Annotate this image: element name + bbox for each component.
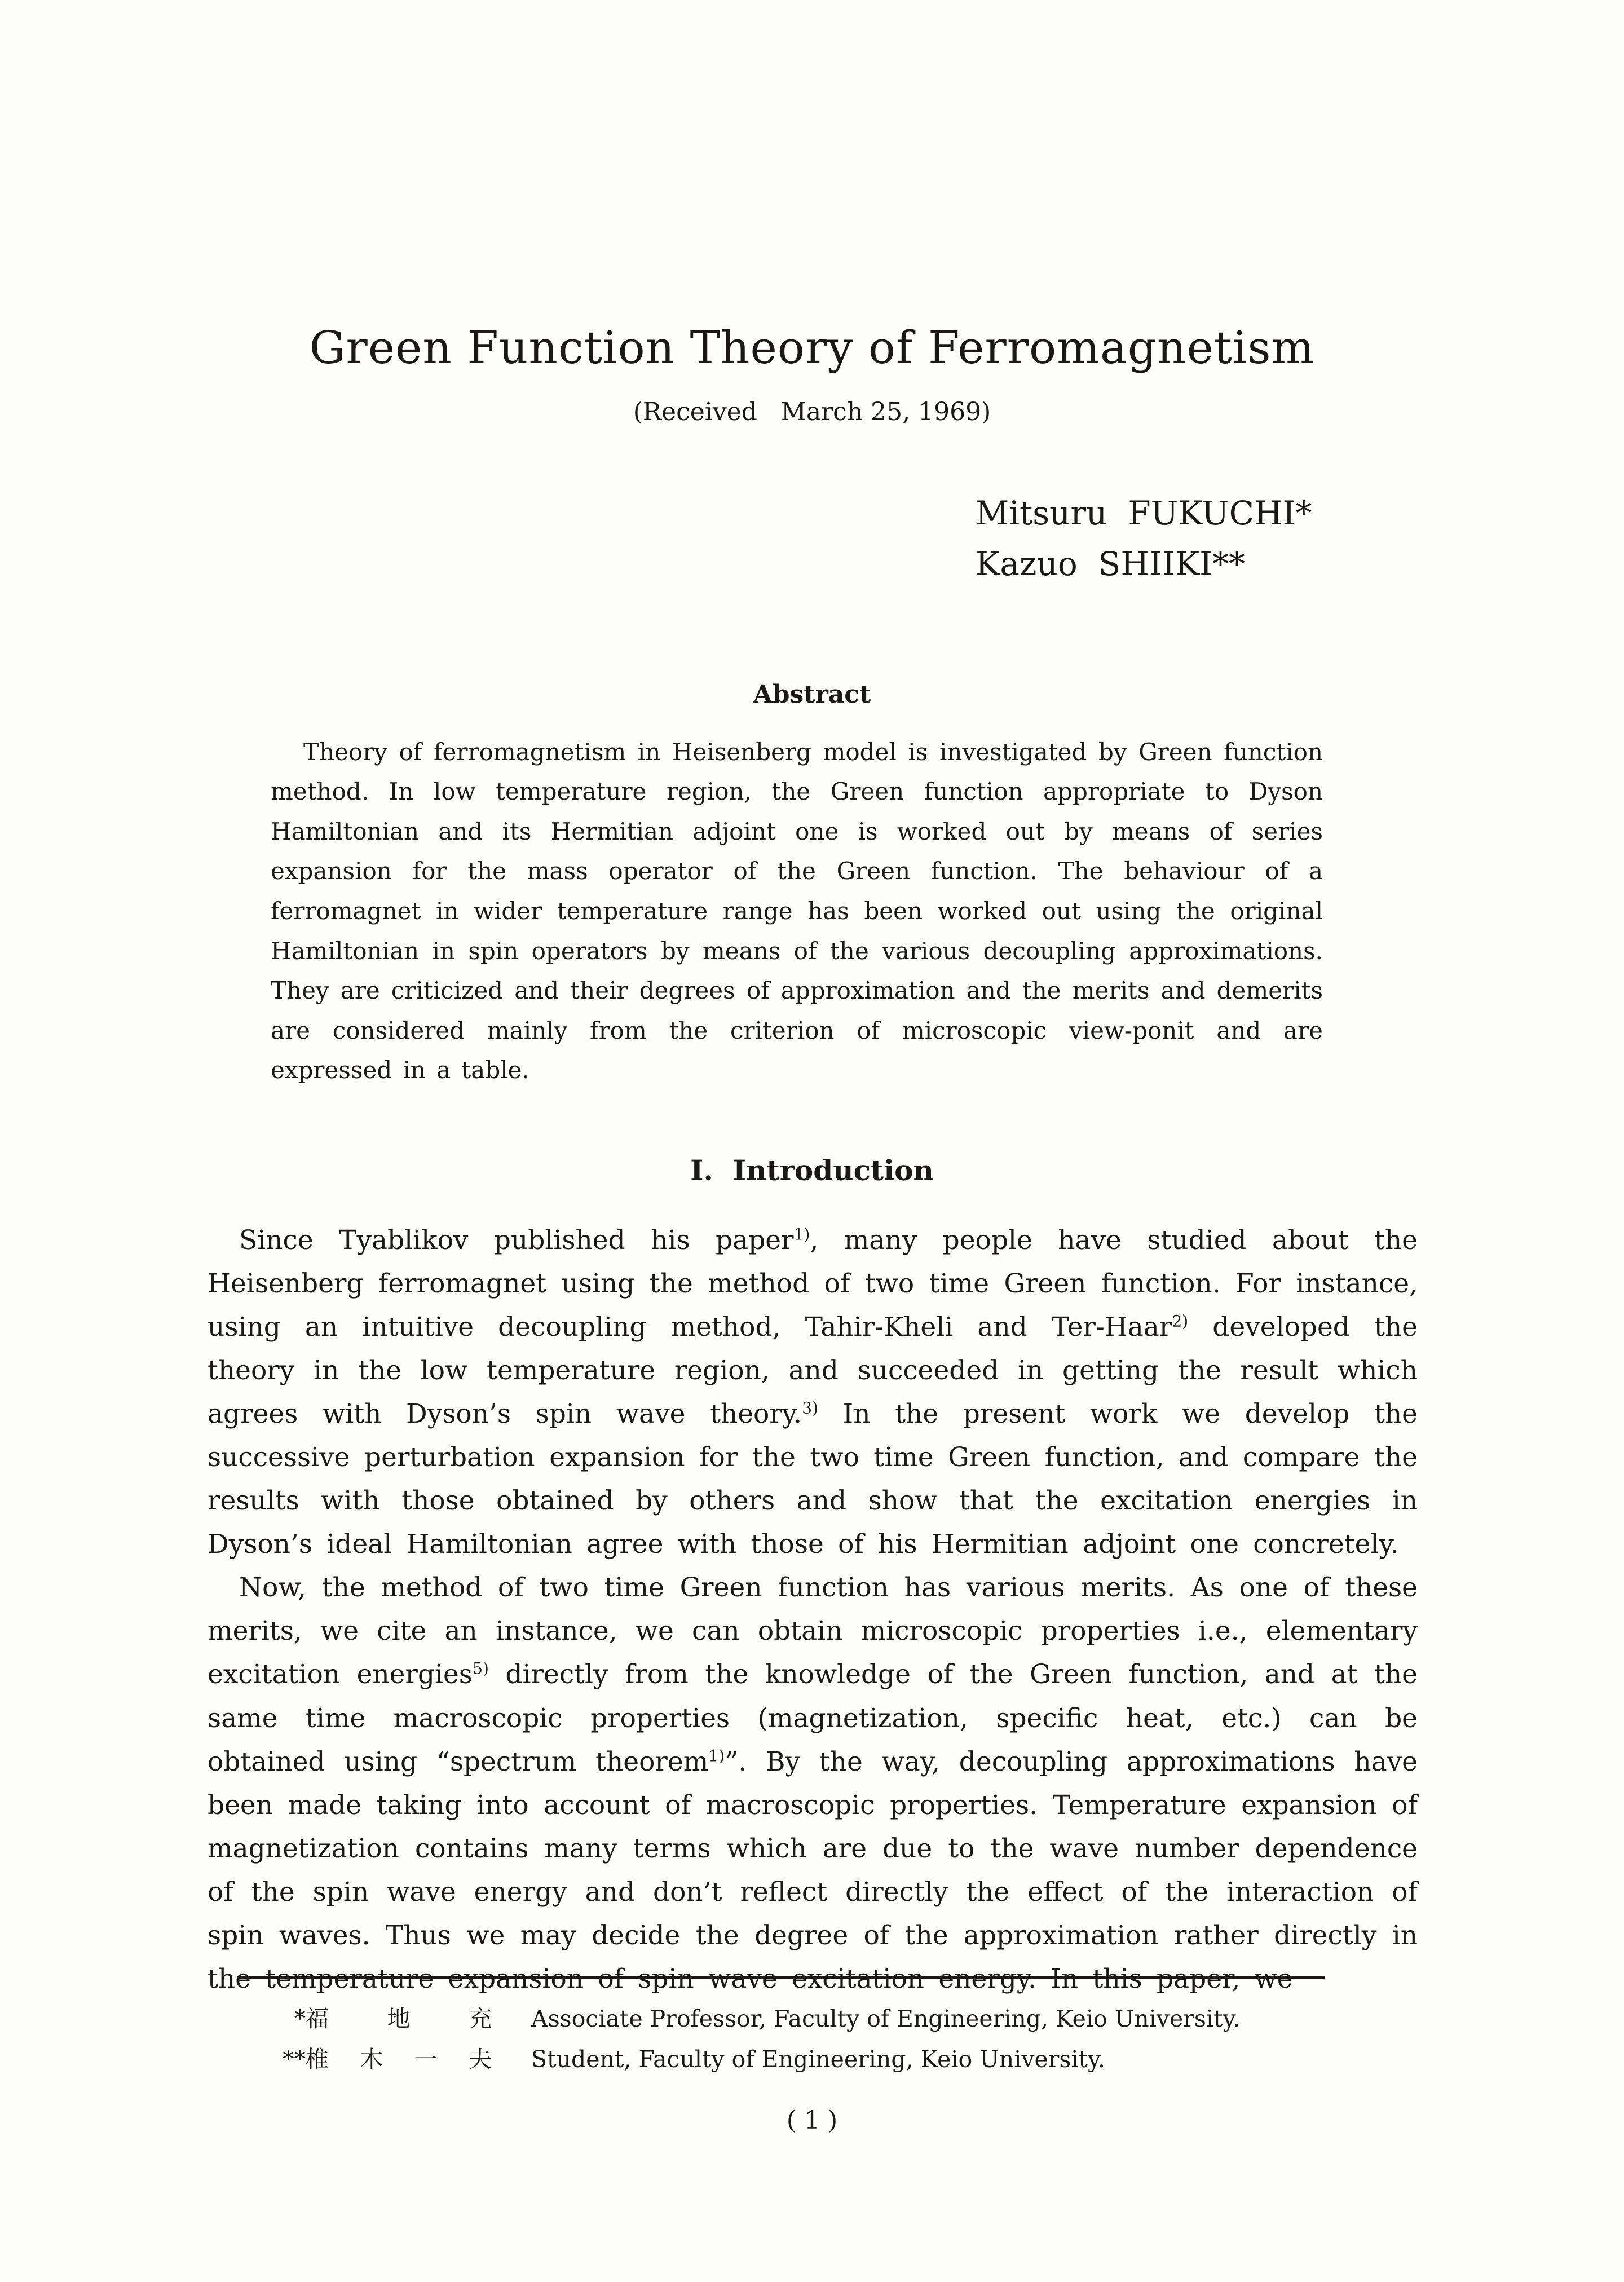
abstract-text: Theory of ferromagnetism in Heisenberg model is investigated by Green function method. In low temperature region, the Green function appropriate to Dyson Hamiltonian and its Hermitian adjoint one is worked out by means of series expansion for the mass operator of the Green function. The behaviour of a ferromagnet in wider temperature range has been worked out using the original Hamiltonian in spin operators by means of the various decoupling approximations. They are criticized and their degrees of approximation and the merits and demerits are considered mainly from the criterion of microscopic view-ponit and are expressed in a table.	[271, 738, 1323, 1084]
reference-superscript: 1)	[708, 1746, 725, 1765]
reference-superscript: 2)	[1172, 1312, 1189, 1331]
author-name-1: Mitsuru FUKUCHI*	[976, 494, 1312, 532]
author-name-2: Kazuo SHIIKI**	[976, 544, 1245, 583]
reference-superscript: 1)	[793, 1225, 810, 1244]
reference-superscript: 5)	[473, 1659, 489, 1678]
footnote-list	[265, 1999, 1624, 2080]
paragraph-text: , many people have studied about the Heisenberg ferromagnet using the method of two time Green function. For instance, using an intuitive decoupling method, Tahir-Kheli and Ter-Haar	[208, 1224, 1418, 1343]
paragraph	[208, 1566, 1418, 2001]
paragraph-text: Now, the method of two time Green function has various merits. As one of these merits, we cite an instance, we can obtain microscopic properties i.e., elementary excitation energies	[208, 1572, 1418, 1690]
footnote-kanji-name: 椎 木 一 夫	[306, 2045, 492, 2073]
page-number: ( 1 )	[786, 2106, 838, 2135]
paragraph	[208, 1219, 1418, 1566]
footnote-marker: *	[294, 2005, 306, 2032]
authors-block	[976, 488, 1624, 590]
paragraph-text: ”. By the way, decoupling approximations have been made taking into account of macroscopic properties. Temperature expansion of magnetization contains many terms which are due to the wave number dependence of the spin wave energy and don’t reflect directly the effect of the interaction of spin waves. Thus we may decide the degree of the approximation rather directly in the temperature expansion of spin wave excitation energy. In this paper, we	[208, 1746, 1418, 1995]
footnote-area	[0, 1976, 1624, 2080]
paragraph-text: developed the theory in the low temperature region, and succeeded in getting the result which agrees with Dyson’s spin wave theory.	[208, 1311, 1418, 1430]
footnote-rule	[237, 1976, 1325, 1979]
footnote-text: Student, Faculty of Engineering, Keio University.	[531, 2045, 1105, 2073]
paragraph-text: Since Tyablikov published his paper	[239, 1224, 794, 1256]
footnote	[265, 2040, 1624, 2080]
reference-superscript: 3)	[802, 1398, 819, 1418]
paragraph-text: In the present work we develop the successive perturbation expansion for the two time Green function, and compare the results with those obtained by others and show that the excitation energies in Dyson’s ideal Hamiltonian agree with those of his Hermitian adjoint one concretely.	[208, 1398, 1418, 1560]
footnote-text: Associate Professor, Faculty of Engineering, Keio University.	[531, 2005, 1241, 2032]
received-date: (Received March 25, 1969)	[633, 398, 991, 426]
intro-paragraphs	[208, 1219, 1418, 2001]
paper-title: Green Function Theory of Ferromagnetism	[309, 321, 1315, 374]
paragraph-text: directly from the knowledge of the Green function, and at the same time macroscopic properties (magnetization, specific heat, etc.) can be obtained using “spectrum theorem	[208, 1659, 1418, 1777]
abstract-heading: Abstract	[753, 679, 871, 709]
footnote-marker: **	[283, 2045, 306, 2073]
section-heading-introduction: I. Introduction	[690, 1153, 934, 1187]
footnote-kanji-name: 福 地 充	[306, 2005, 492, 2032]
footnote	[265, 1999, 1624, 2040]
